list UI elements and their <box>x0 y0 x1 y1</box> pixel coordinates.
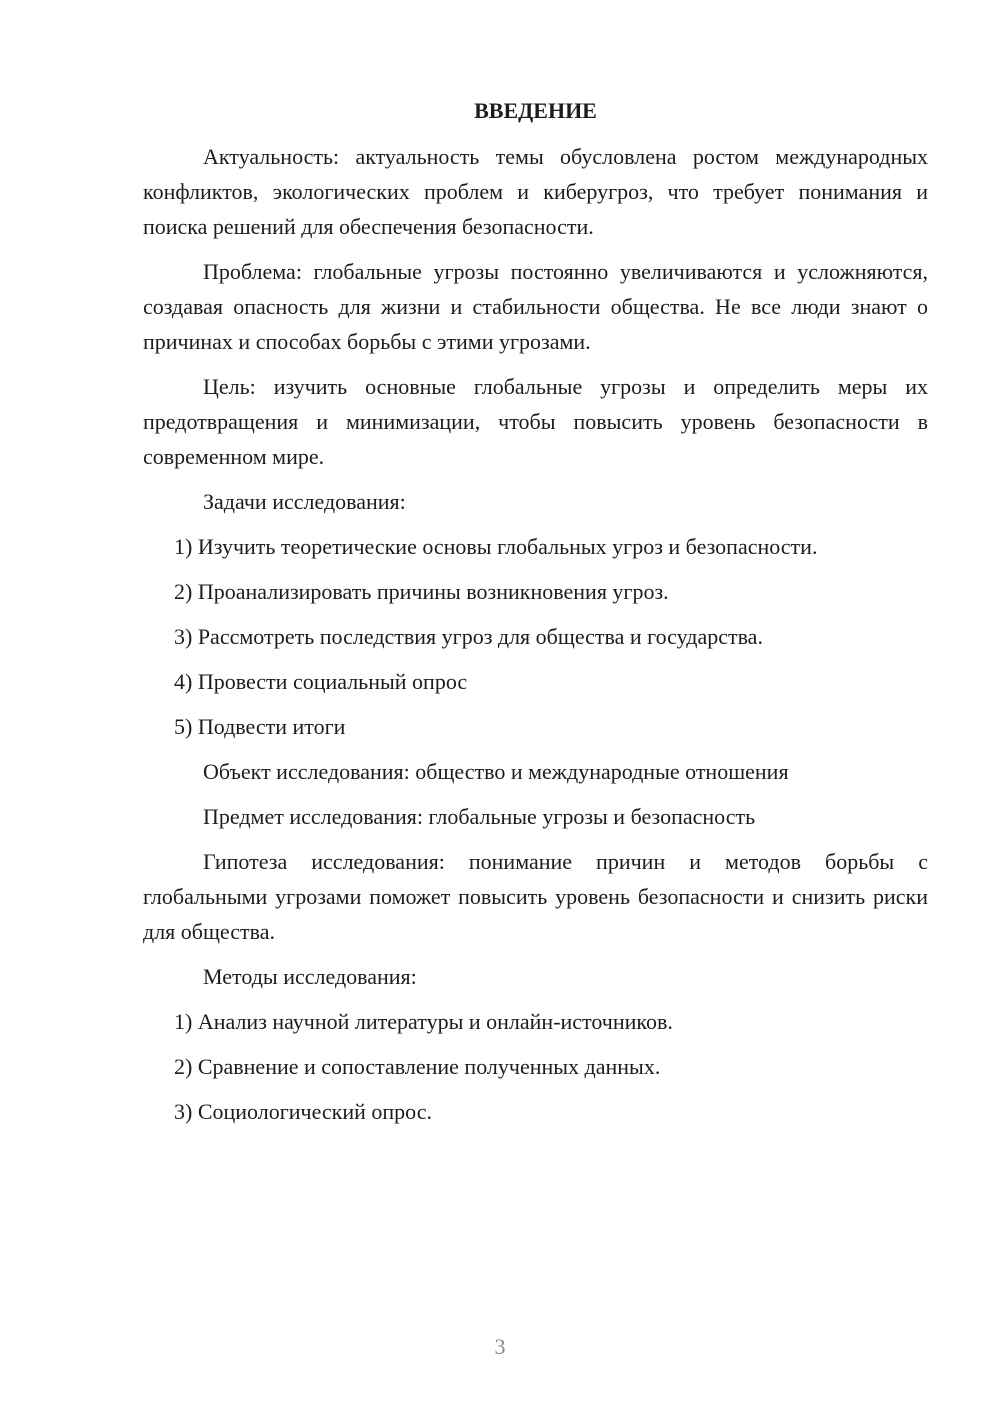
list-item: 4) Провести социальный опрос <box>174 669 468 694</box>
page-content <box>143 93 928 1139</box>
section-title: ВВЕДЕНИЕ <box>474 98 597 123</box>
methods-heading: Методы исследования: <box>203 964 417 989</box>
relevance-paragraph: Актуальность: актуальность темы обусловлена ростом международных конфликтов, экологических проблем и киберугроз, что требует понимания и поиска решений для обеспечения безопасности. <box>143 144 928 239</box>
list-item: 3) Социологический опрос. <box>174 1099 432 1124</box>
subject-line: Предмет исследования: глобальные угрозы и безопасность <box>203 804 756 829</box>
methods-list <box>143 1004 928 1129</box>
hypothesis-paragraph: Гипотеза исследования: понимание причин и методов борьбы с глобальными угрозами поможет повысить уровень безопасности и снизить риски для общества. <box>143 849 928 944</box>
problem-paragraph: Проблема: глобальные угрозы постоянно увеличиваются и усложняются, создавая опасность для жизни и стабильности общества. Не все люди знают о причинах и способах борьбы с этими угрозами. <box>143 259 928 354</box>
list-item: 5) Подвести итоги <box>174 714 346 739</box>
list-item: 2) Проанализировать причины возникновения угроз. <box>174 579 669 604</box>
list-item: 1) Анализ научной литературы и онлайн-источников. <box>174 1009 673 1034</box>
list-item: 1) Изучить теоретические основы глобальных угроз и безопасности. <box>174 534 818 559</box>
list-item: 2) Сравнение и сопоставление полученных данных. <box>174 1054 661 1079</box>
object-line: Объект исследования: общество и международные отношения <box>203 759 789 784</box>
tasks-list <box>143 529 928 744</box>
tasks-heading: Задачи исследования: <box>203 489 406 514</box>
list-item: 3) Рассмотреть последствия угроз для общества и государства. <box>174 624 763 649</box>
page-number: 3 <box>494 1334 506 1359</box>
goal-paragraph: Цель: изучить основные глобальные угрозы и определить меры их предотвращения и минимизации, чтобы повысить уровень безопасности в современном мире. <box>143 374 928 469</box>
